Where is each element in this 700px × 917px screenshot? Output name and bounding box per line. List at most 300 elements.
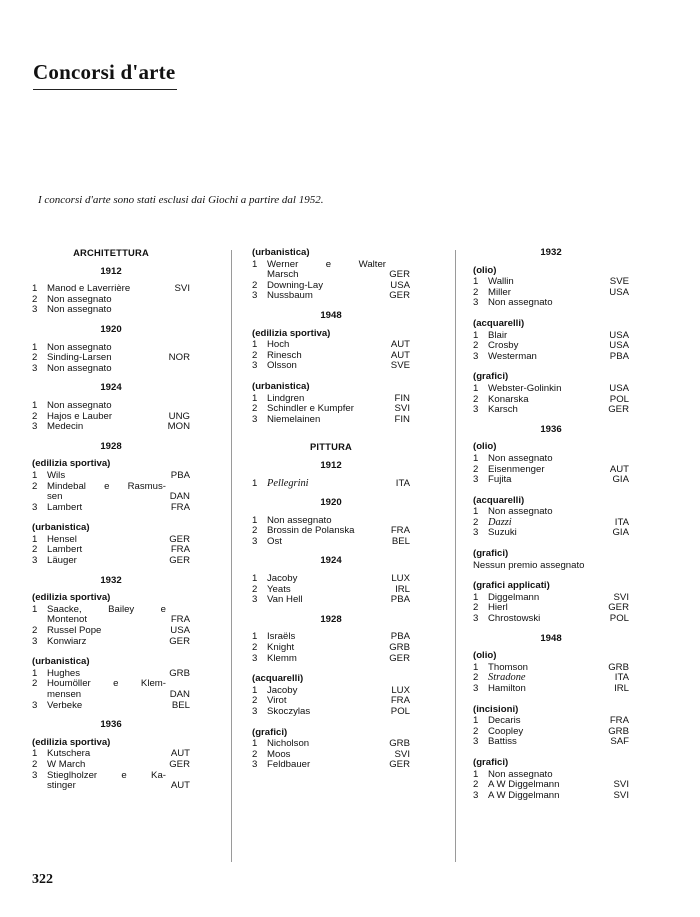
country-code: FRA bbox=[170, 544, 190, 556]
result-row bbox=[473, 791, 629, 802]
place-number: 2 bbox=[473, 340, 479, 352]
place-number: 3 bbox=[32, 304, 38, 316]
place-number: 2 bbox=[32, 410, 38, 422]
place-number: 3 bbox=[32, 421, 38, 433]
result-row bbox=[32, 305, 190, 316]
place-number: 2 bbox=[32, 352, 38, 364]
winner-name: Webster-Golinkin bbox=[488, 382, 562, 394]
place-number: 3 bbox=[473, 474, 479, 486]
place-number: 3 bbox=[473, 350, 479, 362]
result-note: Nessun premio assegnato bbox=[473, 559, 585, 571]
winner-name: Rinesch bbox=[267, 349, 302, 361]
winner-name: Saacke, Bailey e bbox=[47, 603, 166, 615]
winner-name: Sinding-Larsen bbox=[47, 352, 112, 364]
column-divider bbox=[455, 250, 456, 862]
winner-name: Hierl bbox=[488, 602, 508, 614]
winner-name: Hoch bbox=[267, 339, 290, 351]
result-row bbox=[473, 737, 629, 748]
country-code: FRA bbox=[609, 715, 629, 727]
country-code: SVE bbox=[609, 276, 629, 288]
winner-name: Non assegnato bbox=[47, 304, 112, 316]
category-heading: (olio) bbox=[473, 264, 497, 276]
winner-name: Jacoby bbox=[267, 684, 298, 696]
year-heading: 1948 bbox=[540, 632, 562, 644]
result-row bbox=[32, 781, 190, 792]
country-code: GER bbox=[389, 652, 410, 664]
result-row bbox=[32, 471, 190, 482]
place-number: 1 bbox=[32, 341, 38, 353]
result-row bbox=[252, 361, 410, 372]
place-number: 3 bbox=[473, 683, 479, 694]
place-number: 2 bbox=[252, 695, 258, 707]
place-number: 1 bbox=[32, 748, 38, 760]
winner-name: Non assegnato bbox=[47, 362, 112, 374]
winner-name: Non assegnato bbox=[488, 297, 553, 309]
winner-name: Diggelmann bbox=[488, 591, 540, 603]
country-code: MON bbox=[167, 421, 190, 433]
place-number: 2 bbox=[252, 642, 258, 654]
winner-name: mensen bbox=[47, 689, 82, 700]
country-code: USA bbox=[170, 625, 190, 637]
winner-name: Karsch bbox=[488, 404, 518, 416]
place-number: 1 bbox=[473, 276, 479, 288]
country-code: GER bbox=[389, 290, 410, 302]
result-row bbox=[32, 701, 190, 712]
winner-name: Chrostowski bbox=[488, 613, 541, 625]
place-number: 2 bbox=[32, 544, 38, 556]
place-number: 2 bbox=[32, 758, 38, 770]
country-code: GRB bbox=[389, 738, 410, 750]
result-row bbox=[32, 760, 190, 771]
result-row bbox=[32, 401, 190, 412]
place-number: 2 bbox=[252, 349, 258, 361]
winner-name: Coopley bbox=[488, 725, 524, 737]
winner-name: Lindgren bbox=[267, 392, 305, 404]
winner-name: Eisenmenger bbox=[488, 463, 545, 475]
winner-name: Hughes bbox=[47, 667, 81, 679]
country-code: GER bbox=[389, 759, 410, 771]
place-number: 3 bbox=[32, 769, 38, 781]
place-number: 1 bbox=[473, 715, 479, 727]
winner-name: Medecin bbox=[47, 421, 84, 433]
country-code: SVI bbox=[174, 283, 190, 295]
winner-name: Kutschera bbox=[47, 748, 91, 760]
winner-name: Hajos e Lauber bbox=[47, 410, 113, 422]
category-heading: (acquarelli) bbox=[473, 317, 525, 329]
winner-name: Battiss bbox=[488, 736, 517, 748]
intro-note: I concorsi d'arte sono stati esclusi dai Giochi a partire dal 1952. bbox=[38, 194, 324, 206]
category-heading: (incisioni) bbox=[473, 703, 519, 715]
place-number: 2 bbox=[32, 480, 38, 492]
winner-name: Non assegnato bbox=[488, 506, 553, 518]
category-heading: (urbanistica) bbox=[252, 380, 310, 392]
country-code: GIA bbox=[612, 527, 629, 539]
country-code: SAF bbox=[610, 736, 629, 748]
winner-name: Hamilton bbox=[488, 683, 526, 694]
country-code: FRA bbox=[390, 525, 410, 537]
country-code: GER bbox=[389, 269, 410, 281]
country-code: GER bbox=[169, 555, 190, 567]
year-heading: 1912 bbox=[100, 265, 122, 277]
year-heading: 1948 bbox=[320, 309, 342, 321]
country-code: PBA bbox=[390, 594, 410, 606]
year-heading: 1924 bbox=[100, 382, 122, 394]
place-number: 2 bbox=[32, 293, 38, 305]
result-row bbox=[252, 595, 410, 606]
category-heading: (acquarelli) bbox=[473, 494, 525, 506]
winner-name: Pellegrini bbox=[267, 477, 309, 489]
winner-name: Montenot bbox=[47, 614, 88, 626]
section-heading: ARCHITETTURA bbox=[73, 247, 149, 258]
winner-name: A W Diggelmann bbox=[488, 779, 560, 791]
place-number: 2 bbox=[473, 516, 479, 528]
country-code: AUT bbox=[390, 349, 410, 361]
year-heading: 1932 bbox=[100, 574, 122, 586]
country-code: SVI bbox=[394, 748, 410, 760]
country-code: GER bbox=[169, 635, 190, 647]
place-number: 1 bbox=[32, 533, 38, 545]
place-number: 1 bbox=[32, 469, 38, 481]
country-code: IRL bbox=[614, 683, 629, 694]
result-row bbox=[252, 760, 410, 771]
country-code: USA bbox=[390, 279, 410, 291]
place-number: 1 bbox=[32, 283, 38, 295]
title-underline bbox=[33, 89, 177, 90]
country-code: DAN bbox=[169, 491, 190, 503]
winner-name: Skoczylas bbox=[267, 706, 311, 717]
result-row bbox=[32, 503, 190, 514]
result-row bbox=[473, 684, 629, 695]
year-heading: 1920 bbox=[320, 497, 342, 509]
country-code: AUT bbox=[170, 780, 190, 792]
country-code: ITA bbox=[614, 516, 629, 528]
result-row bbox=[473, 298, 629, 309]
place-number: 2 bbox=[252, 583, 258, 595]
place-number: 3 bbox=[32, 635, 38, 647]
winner-name: Wallin bbox=[488, 276, 514, 288]
results-column-3 bbox=[473, 248, 629, 801]
winner-name: Lambert bbox=[47, 544, 83, 556]
place-number: 3 bbox=[32, 501, 38, 513]
winner-name: Non assegnato bbox=[47, 293, 112, 305]
place-number: 3 bbox=[252, 290, 258, 302]
place-number: 3 bbox=[473, 613, 479, 625]
place-number: 2 bbox=[473, 463, 479, 475]
place-number: 1 bbox=[252, 392, 258, 404]
country-code: FRA bbox=[390, 695, 410, 707]
country-code: FRA bbox=[170, 501, 190, 513]
winner-name: Houmöller e Klem- bbox=[47, 678, 166, 690]
winner-name: Dazzi bbox=[488, 516, 512, 528]
category-heading: (grafici) bbox=[473, 756, 509, 768]
place-number: 1 bbox=[473, 452, 479, 464]
place-number: 3 bbox=[32, 555, 38, 567]
place-number: 1 bbox=[473, 768, 479, 780]
winner-name: Klemm bbox=[267, 652, 297, 664]
country-code: SVI bbox=[613, 779, 629, 791]
winner-name: Marsch bbox=[267, 269, 299, 281]
country-code: USA bbox=[609, 340, 629, 352]
winner-name: Van Hell bbox=[267, 594, 303, 606]
place-number: 1 bbox=[32, 667, 38, 679]
country-code: IRL bbox=[395, 583, 410, 595]
year-heading: 1932 bbox=[540, 247, 562, 258]
winner-name: Nussbaum bbox=[267, 290, 313, 302]
result-row bbox=[32, 637, 190, 648]
country-code: SVI bbox=[394, 403, 410, 415]
country-code: PBA bbox=[390, 631, 410, 643]
place-number: 3 bbox=[473, 789, 479, 801]
year-heading: 1924 bbox=[320, 555, 342, 567]
winner-name: Stieglholzer e Ka- bbox=[47, 769, 166, 781]
winner-name: Läuger bbox=[47, 555, 77, 567]
place-number: 3 bbox=[252, 360, 258, 372]
country-code: AUT bbox=[609, 463, 629, 475]
country-code: GRB bbox=[389, 642, 410, 654]
place-number: 1 bbox=[252, 258, 258, 270]
result-row bbox=[473, 405, 629, 416]
results-column-1 bbox=[32, 248, 190, 792]
result-row bbox=[252, 291, 410, 302]
place-number: 3 bbox=[32, 362, 38, 374]
place-number: 2 bbox=[252, 525, 258, 537]
category-heading: (edilizia sportiva) bbox=[252, 327, 331, 339]
winner-name: Miller bbox=[488, 286, 511, 298]
country-code: PBA bbox=[609, 350, 629, 362]
country-code: FRA bbox=[170, 614, 190, 626]
country-code: USA bbox=[609, 286, 629, 298]
place-number: 2 bbox=[473, 672, 479, 684]
winner-name: Verbeke bbox=[47, 699, 83, 711]
category-heading: (grafici) bbox=[252, 726, 288, 738]
country-code: FIN bbox=[394, 413, 410, 425]
results-column-2 bbox=[252, 248, 410, 771]
country-code: POL bbox=[390, 706, 410, 717]
category-heading: (olio) bbox=[473, 441, 497, 453]
page-number: 322 bbox=[32, 872, 53, 887]
category-heading: (edilizia sportiva) bbox=[32, 736, 111, 748]
spacer bbox=[252, 425, 410, 442]
winner-name: Israëls bbox=[267, 631, 296, 643]
place-number: 3 bbox=[252, 759, 258, 771]
country-code: ITA bbox=[614, 672, 629, 684]
place-number: 1 bbox=[473, 591, 479, 603]
place-number: 1 bbox=[252, 477, 258, 489]
place-number: 2 bbox=[473, 393, 479, 405]
winner-name: Crosby bbox=[488, 340, 519, 352]
winner-name: Non assegnato bbox=[47, 341, 112, 353]
winner-name: Mindebal e Rasmus- bbox=[47, 480, 166, 492]
winner-name: Nicholson bbox=[267, 738, 310, 750]
winner-name: Fujita bbox=[488, 474, 512, 486]
country-code: UNG bbox=[168, 410, 190, 422]
winner-name: Wils bbox=[47, 469, 66, 481]
place-number: 3 bbox=[252, 706, 258, 717]
winner-name: Yeats bbox=[267, 583, 291, 595]
result-row bbox=[473, 614, 629, 625]
category-heading: (grafici) bbox=[473, 548, 509, 560]
country-code: FIN bbox=[394, 392, 410, 404]
country-code: AUT bbox=[390, 339, 410, 351]
winner-name: Knight bbox=[267, 642, 295, 654]
place-number: 1 bbox=[252, 514, 258, 526]
place-number: 1 bbox=[252, 738, 258, 750]
place-number: 1 bbox=[32, 399, 38, 411]
category-heading: (acquarelli) bbox=[252, 673, 304, 685]
place-number: 3 bbox=[252, 535, 258, 547]
result-row bbox=[252, 415, 410, 426]
year-heading: 1912 bbox=[320, 459, 342, 471]
result-row bbox=[473, 475, 629, 486]
winner-name: Moos bbox=[267, 748, 291, 760]
place-number: 3 bbox=[252, 413, 258, 425]
place-number: 2 bbox=[252, 403, 258, 415]
year-heading: 1928 bbox=[100, 440, 122, 452]
country-code: NOR bbox=[168, 352, 190, 364]
year-heading: 1928 bbox=[320, 613, 342, 625]
category-heading: (urbanistica) bbox=[252, 247, 310, 258]
winner-name: Russel Pope bbox=[47, 625, 102, 637]
country-code: ITA bbox=[395, 477, 410, 489]
winner-name: W March bbox=[47, 758, 86, 770]
winner-name: Niemelainen bbox=[267, 413, 321, 425]
category-heading: (olio) bbox=[473, 650, 497, 662]
country-code: LUX bbox=[391, 573, 410, 585]
winner-name: sen bbox=[47, 491, 63, 503]
country-code: GER bbox=[608, 602, 629, 614]
place-number: 2 bbox=[252, 279, 258, 291]
place-number: 1 bbox=[32, 603, 38, 615]
country-code: DAN bbox=[169, 689, 190, 700]
category-heading: (urbanistica) bbox=[32, 522, 90, 534]
country-code: POL bbox=[609, 393, 629, 405]
country-code: BEL bbox=[171, 699, 190, 711]
country-code: SVI bbox=[613, 789, 629, 801]
place-number: 3 bbox=[473, 297, 479, 309]
country-code: GRB bbox=[608, 725, 629, 737]
result-row bbox=[32, 364, 190, 375]
winner-name: Werner e Walter bbox=[267, 258, 386, 270]
place-number: 2 bbox=[473, 779, 479, 791]
column-divider bbox=[231, 250, 232, 862]
winner-name: stinger bbox=[47, 780, 76, 792]
winner-name: Manod e Laverrière bbox=[47, 283, 131, 295]
place-number: 2 bbox=[473, 602, 479, 614]
winner-name: A W Diggelmann bbox=[488, 789, 560, 801]
winner-name: Non assegnato bbox=[488, 768, 553, 780]
place-number: 2 bbox=[32, 678, 38, 690]
result-row bbox=[252, 479, 410, 490]
place-number: 3 bbox=[252, 594, 258, 606]
place-number: 1 bbox=[473, 329, 479, 341]
winner-name: Jacoby bbox=[267, 573, 298, 585]
result-row bbox=[473, 454, 629, 465]
country-code: SVI bbox=[613, 591, 629, 603]
result-row bbox=[473, 384, 629, 395]
winner-name: Hensel bbox=[47, 533, 77, 545]
winner-name: Downing-Lay bbox=[267, 279, 323, 291]
winner-name: Lambert bbox=[47, 501, 83, 513]
result-row bbox=[473, 528, 629, 539]
winner-name: Feldbauer bbox=[267, 759, 311, 771]
place-number: 3 bbox=[473, 527, 479, 539]
country-code: AUT bbox=[170, 748, 190, 760]
country-code: GIA bbox=[612, 474, 629, 486]
winner-name: Thomson bbox=[488, 661, 528, 673]
country-code: BEL bbox=[391, 535, 410, 547]
place-number: 1 bbox=[252, 573, 258, 585]
place-number: 1 bbox=[252, 631, 258, 643]
place-number: 2 bbox=[252, 748, 258, 760]
winner-name: Non assegnato bbox=[488, 452, 553, 464]
winner-name: Konwiarz bbox=[47, 635, 87, 647]
winner-name: Stradone bbox=[488, 672, 526, 684]
page-title: Concorsi d'arte bbox=[33, 60, 176, 84]
winner-name: Suzuki bbox=[488, 527, 517, 539]
category-heading: (grafici applicati) bbox=[473, 580, 550, 592]
winner-name: Non assegnato bbox=[47, 399, 112, 411]
winner-name: Olsson bbox=[267, 360, 297, 372]
country-code: USA bbox=[609, 382, 629, 394]
country-code: LUX bbox=[391, 684, 410, 696]
country-code: GER bbox=[169, 758, 190, 770]
place-number: 2 bbox=[473, 725, 479, 737]
country-code: POL bbox=[609, 613, 629, 625]
place-number: 1 bbox=[473, 506, 479, 518]
place-number: 1 bbox=[252, 684, 258, 696]
country-code: GER bbox=[169, 533, 190, 545]
country-code: PBA bbox=[170, 469, 190, 481]
year-heading: 1936 bbox=[540, 423, 562, 435]
result-row bbox=[473, 352, 629, 363]
place-number: 3 bbox=[473, 404, 479, 416]
winner-name: Schindler e Kumpfer bbox=[267, 403, 354, 415]
category-heading: (urbanistica) bbox=[32, 656, 90, 668]
winner-name: Blair bbox=[488, 329, 508, 341]
winner-name: Virot bbox=[267, 695, 287, 707]
result-row bbox=[252, 537, 410, 548]
winner-name: Westerman bbox=[488, 350, 537, 362]
result-row bbox=[252, 707, 410, 718]
place-number: 3 bbox=[473, 736, 479, 748]
winner-name: Konarska bbox=[488, 393, 529, 405]
result-row bbox=[32, 690, 190, 701]
place-number: 1 bbox=[473, 382, 479, 394]
place-number: 3 bbox=[252, 652, 258, 664]
section-heading: PITTURA bbox=[309, 441, 353, 453]
place-number: 1 bbox=[252, 339, 258, 351]
country-code: GER bbox=[608, 404, 629, 416]
result-row bbox=[32, 422, 190, 433]
result-row bbox=[32, 556, 190, 567]
place-number: 2 bbox=[473, 286, 479, 298]
country-code: SVE bbox=[390, 360, 410, 372]
place-number: 1 bbox=[473, 661, 479, 673]
country-code: GRB bbox=[608, 661, 629, 673]
winner-name: Non assegnato bbox=[267, 514, 332, 526]
year-heading: 1936 bbox=[100, 719, 122, 731]
winner-name: Brossin de Polanska bbox=[267, 525, 355, 537]
category-heading: (edilizia sportiva) bbox=[32, 458, 111, 470]
winner-name: Ost bbox=[267, 535, 282, 547]
country-code: GRB bbox=[169, 667, 190, 679]
year-heading: 1920 bbox=[100, 323, 122, 335]
country-code: USA bbox=[609, 329, 629, 341]
category-heading: (grafici) bbox=[473, 371, 509, 383]
category-heading: (edilizia sportiva) bbox=[32, 592, 111, 604]
place-number: 3 bbox=[32, 699, 38, 711]
winner-name: Decaris bbox=[488, 715, 521, 727]
